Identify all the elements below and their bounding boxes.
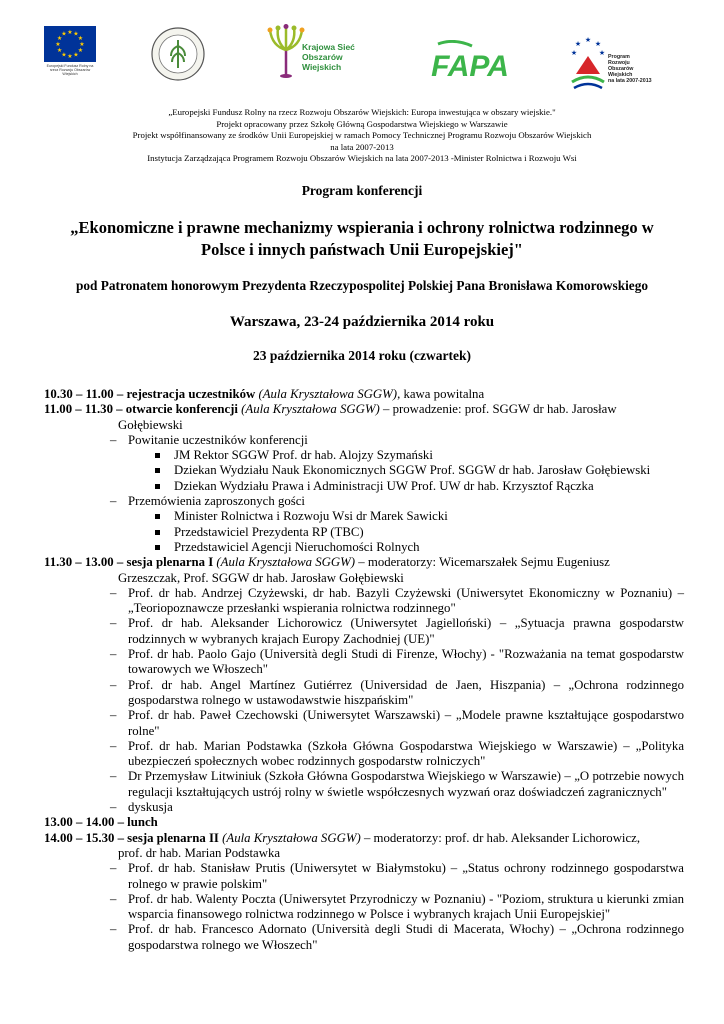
svg-text:★: ★ [584,36,592,44]
svg-text:★: ★ [55,41,61,48]
agenda-plenary-2: 14.00 – 15.30 – sesja plenarna II (Aula Kryształowa SGGW) – moderatorzy: prof. dr hab. Aleksander Lichorowicz, [44,830,641,845]
eu-flag-icon [44,26,96,62]
wheat-seal-icon [150,26,206,82]
list-item: Minister Rolnictwa i Rozwoju Wsi dr Marek Sawicki [44,509,684,524]
svg-text:★: ★ [77,35,84,42]
svg-text:★: ★ [56,35,63,42]
list-item: – Prof. dr hab. Stanisław Prutis (Uniwersytet w Białymstoku) – „Status ochrony rodzinnego gospodarstwa rolnego w prawie polskim" [44,861,684,892]
tree-icon [266,24,306,80]
svg-text:★: ★ [67,53,73,60]
svg-text:★: ★ [77,47,84,54]
header-line: Projekt współfinansowany ze środków Unii Europejskiej w ramach Pomocy Technicznej Programu Rozwoju Obszarów Wiejskich [132,130,592,141]
svg-text:★: ★ [570,49,578,57]
list-item: – Prof. dr hab. Marian Podstawka (Szkoła Główna Gospodarstwa Wiejskiego w Warszawie) – „Polityka ubezpieczeń społecznych wobec rodzinnych gospodarstw rolniczych" [44,739,684,770]
header-line: „Europejski Fundusz Rolny na rzecz Rozwoju Obszarów Wiejskich: Europa inwestująca w obszary wiejskie." [168,107,556,117]
svg-text:★: ★ [574,40,582,48]
program-label: Program konferencji [301,183,423,198]
fapa-wordmark: FAPA [431,50,509,80]
list-item: – Prof. dr hab. Aleksander Lichorowicz (Uniwersytet Jagielloński) – „Sytuacja prawna gospodarstw rodzinnych w wybranych krajach Europy Zachodniej (UE)" [44,616,684,647]
svg-text:★: ★ [61,51,67,59]
list-item: – Przemówienia zaproszonych gości [44,494,684,509]
list-item: – Powitanie uczestników konferencji [44,433,684,448]
eu-logo [44,26,98,82]
agenda-opening-cont: Gołębiewski [118,417,183,432]
header-line: Projekt opracowany przez Szkołę Główną Gospodarstwa Wiejskiego w Warszawie [216,118,508,129]
prow-emblem-icon [568,34,608,90]
agenda-lunch: 13.00 – 14.00 – lunch [44,815,158,830]
svg-text:★: ★ [79,41,85,48]
agenda-plenary-1: 11.30 – 13.00 – sesja plenarna I (Aula Kryształowa SGGW) – moderatorzy: Wicemarszałek Sejmu Eugeniusz [44,555,610,570]
conference-title: „Ekonomiczne i prawne mechanizmy wspierania i ochrony rolnictwa rodzinnego w Polsce i innych państwach Unii Europejskiej" [70,218,654,259]
fapa-arc-icon [438,41,472,46]
list-item: – Prof. dr hab. Francesco Adornato (Università degli Studi di Macerata, Włochy) – „Ochrona rodzinnego gospodarstwa rolnego we Włoszech" [44,922,684,953]
header-line: Instytucja Zarządzająca Programem Rozwoju Obszarów Wiejskich na lata 2007-2013 -Minister Rolnictwa i Rozwoju Wsi [147,153,577,164]
svg-text:★: ★ [598,49,606,57]
list-item: Dziekan Wydziału Prawa i Administracji UW Prof. UW dr hab. Krzysztof Rączka [44,479,684,494]
list-item: Przedstawiciel Prezydenta RP (TBC) [44,525,684,540]
list-item: – Prof. dr hab. Paolo Gajo (Università degli Studi di Firenze, Włochy) - "Rozważania na temat gospodarstw towarowych we Włoszech" [44,647,684,678]
list-item: – dyskusja [44,800,684,815]
prow-logo [568,34,668,92]
agenda-registration: 10.30 – 11.00 – rejestracja uczestników (Aula Kryształowa SGGW), kawa powitalna [44,387,485,401]
eu-caption: Europejski Fundusz Rolny na rzecz Rozwoju Obszarów Wiejskich [46,64,94,77]
fapa-logo [420,40,520,80]
svg-text:★: ★ [73,51,79,59]
patronage: pod Patronatem honorowym Prezydenta Rzeczypospolitej Polskiej Pana Bronisława Komorowskiego [76,278,648,293]
ksow-text: Krajowa Sieć Obszarów Wiejskich [302,42,355,72]
agenda-opening: 11.00 – 11.30 – otwarcie konferencji (Aula Kryształowa SGGW) – prowadzenie: prof. SGGW dr hab. Jarosław [44,402,617,417]
agenda [44,387,684,953]
logo-strip [0,18,724,98]
header-line: na lata 2007-2013 [330,141,394,152]
list-item: – Prof. dr hab. Andrzej Czyżewski, dr hab. Bazyli Czyżewski (Uniwersytet Ekonomiczny w Poznaniu) – „Teoriopoznawcze przesłanki wspierania rolnictwa rodzinnego" [44,586,684,617]
ksow-logo [262,22,372,94]
list-item: – Prof. dr hab. Angel Martínez Gutiérrez (Universidad de Jaen, Hiszpania) – „Ochrona rodzinnego gospodarstwa rolnego w ustawodawstwie hiszpańskim" [44,678,684,709]
funding-header [40,107,684,165]
day-heading: 23 października 2014 roku (czwartek) [253,348,471,363]
svg-text:★: ★ [594,40,602,48]
agenda-plenary-1-cont: Grzeszczak, Prof. SGGW dr hab. Jarosław Gołębiewski [118,570,404,585]
venue-date: Warszawa, 23-24 października 2014 roku [229,314,495,330]
list-item: – Dr Przemysław Litwiniuk (Szkoła Główna Gospodarstwa Wiejskiego w Warszawie) – „O potrzebie nowych regulacji kształtujących ustrój rolny w świetle współczesnych wyzwań oraz doświadczeń zagranicznych" [44,769,684,800]
list-item: Dziekan Wydziału Nauk Ekonomicznych SGGW Prof. SGGW dr hab. Jarosław Gołębiewski [44,463,684,478]
list-item: – Prof. dr hab. Paweł Czechowski (Uniwersytet Warszawski) – „Modele prawne kształtujące gospodarstwo rolne" [44,708,684,739]
ministry-seal-logo [150,26,206,82]
list-item: Przedstawiciel Agencji Nieruchomości Rolnych [44,540,684,555]
agenda-plenary-2-cont: prof. dr hab. Marian Podstawka [118,845,281,860]
svg-text:★: ★ [56,47,63,54]
list-item: JM Rektor SGGW Prof. dr hab. Alojzy Szymański [44,448,684,463]
prow-text: Program Rozwoju Obszarów Wiejskich na lata 2007-2013 [608,54,652,84]
svg-text:★: ★ [61,30,67,38]
list-item: – Prof. dr hab. Walenty Poczta (Uniwersytet Przyrodniczy w Poznaniu) - "Poziom, struktura u kierunki zmian wsparcia finansowego rolnictwa rodzinnego w Polsce i wybranych krajach Unii Europejskiej" [44,892,684,923]
svg-text:★: ★ [73,30,79,38]
svg-text:★: ★ [67,29,73,36]
